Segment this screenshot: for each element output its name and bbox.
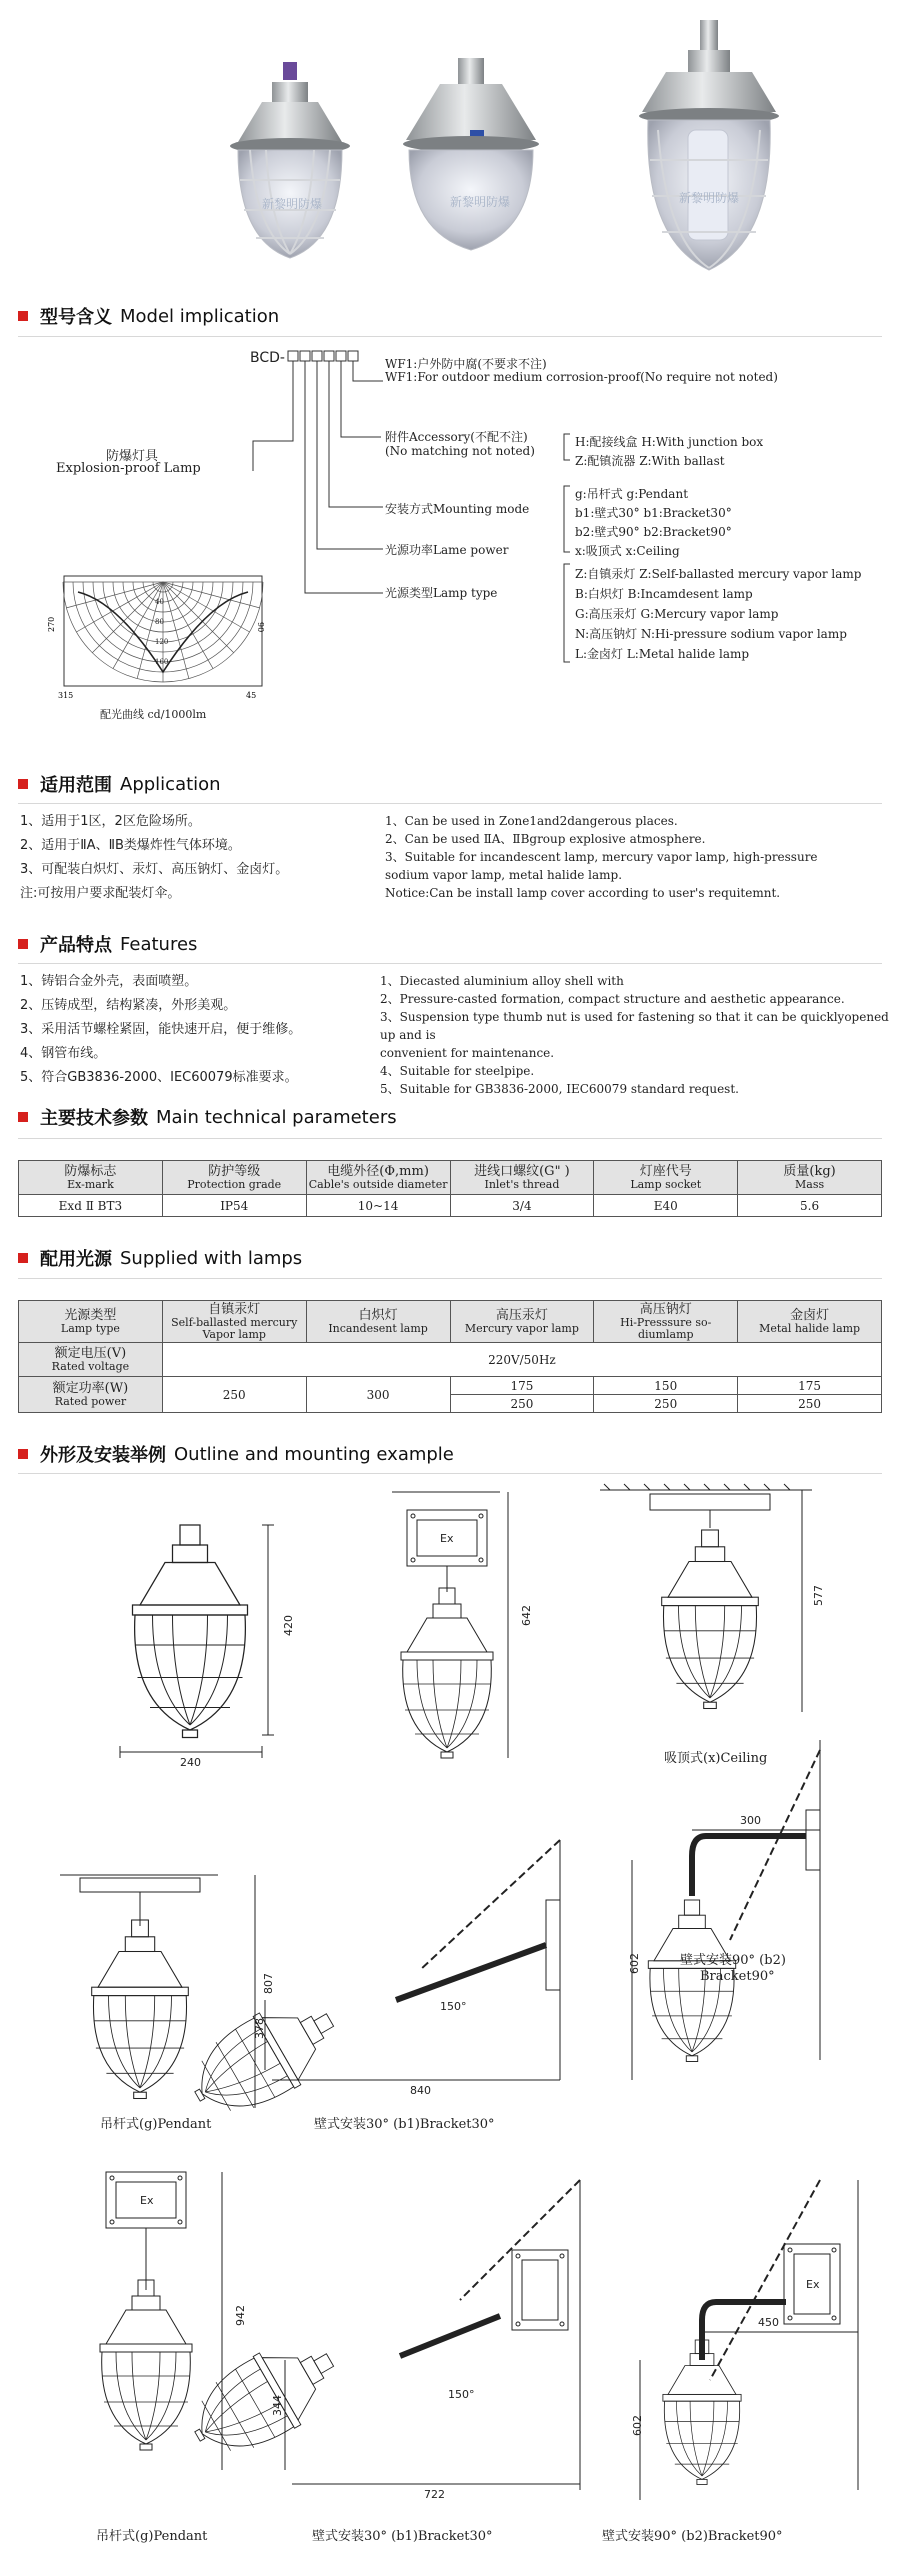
red-square-icon	[18, 311, 28, 321]
caption-bracket30-2: 壁式安装30° (b1)Bracket30°	[312, 2529, 493, 2544]
polar-ring-label: 80	[155, 618, 164, 626]
lamp-photo-3	[639, 20, 779, 270]
lamps-table	[18, 1300, 882, 1413]
drawing-bracket30	[177, 1840, 560, 2132]
svg-text:新黎明防爆: 新黎明防爆	[261, 197, 323, 211]
divider	[18, 963, 882, 964]
drawing-pendant	[60, 1875, 275, 2108]
svg-text:Ex: Ex	[140, 2194, 154, 2207]
section-application-header: 适用范围 Application	[18, 770, 221, 798]
red-square-icon	[18, 939, 28, 949]
caption-bracket30-1: 壁式安装30° (b1)Bracket30°	[314, 2117, 495, 2132]
light-distribution-curve	[48, 572, 268, 702]
drawing-bracket90-junction	[631, 2180, 858, 2500]
drawing-bracket90	[628, 1740, 820, 2080]
svg-text:378: 378	[253, 2018, 266, 2039]
drawing-bracket30-junction	[177, 2180, 580, 2501]
caption-pendant: 吊杆式(g)Pendant	[100, 2117, 212, 2132]
table-header-row: 防爆标志 Ex-mark 防护等级 Protection grade 电缆外径(Φ,mm) Cable's outside diameter 进线口螺纹(G" ) Inlet's thread 灯座代号 Lamp socket 质量(kg) Mass	[19, 1161, 882, 1195]
caption-bracket90-3: 壁式安装90° (b2)Bracket90°	[602, 2529, 783, 2544]
drawing-standard	[120, 1525, 295, 1769]
table-header-row: 光源类型 Lamp type 自镇汞灯 Self-ballasted mercury Vapor lamp 白炽灯 Incandesent lamp 高压汞灯 Mercury vapor lamp 高压钠灯 Hi-Presssure so-diumlamp 金卤灯 Metal halide lamp	[19, 1301, 882, 1343]
table-row: Exd Ⅱ BT3 IP54 10~14 3/4 E40 5.6	[19, 1195, 882, 1217]
caption-ceiling: 吸顶式(x)Ceiling	[664, 1751, 768, 1766]
divider	[18, 803, 882, 804]
svg-text:90: 90	[256, 622, 265, 633]
polar-spoke	[76, 582, 163, 632]
svg-text:602: 602	[631, 2415, 644, 2436]
caption-bracket90-2: Bracket90°	[700, 1969, 775, 1984]
lamp-photo-1	[230, 62, 350, 258]
red-square-icon	[18, 779, 28, 789]
red-square-icon	[18, 1449, 28, 1459]
svg-text:602: 602	[628, 1953, 641, 1974]
model-code: BCD-	[250, 350, 285, 366]
table-row: 额定电压(V) Rated voltage 220V/50Hz	[19, 1343, 882, 1377]
section-outline-header: 外形及安装举例 Outline and mounting example	[18, 1440, 454, 1468]
drawing-pendant-junction	[100, 2172, 247, 2470]
drawing-ceiling	[600, 1484, 825, 1712]
svg-text:807: 807	[262, 1973, 275, 1994]
table-row: 额定功率(W) Rated power 250 300 175 150 175	[19, 1377, 882, 1395]
features-en-list: 1、Diecasted aluminium alloy shell with 2、Pressure-casted formation, compact structure and aesthetic appearance. 3、Suspension type thumb nut is used for fastening so that it can be quicklyopened up and is convenient for maintenance. 4、Suitable for steelpipe. 5、Suitable for GB3836-2000, IEC60079 standard request.	[380, 974, 889, 1096]
svg-text:150°: 150°	[448, 2388, 475, 2401]
svg-text:Ex: Ex	[806, 2278, 820, 2291]
polar-ring-label: 120	[155, 638, 169, 646]
features-cn-list: 1、铸铝合金外壳，表面喷塑。 2、压铸成型，结构紧凑，外形美观。 3、采用活节螺栓紧固，能快速开启，便于维修。 4、钢管布线。 5、符合GB3836-2000、IEC60079标准要求。	[20, 974, 302, 1085]
polar-ring-label: 40	[155, 598, 164, 606]
red-square-icon	[18, 1112, 28, 1122]
svg-text:577: 577	[812, 1585, 825, 1606]
polar-spoke	[163, 582, 213, 669]
svg-text:新黎明防爆: 新黎明防爆	[449, 195, 511, 209]
svg-text:420: 420	[282, 1615, 295, 1636]
red-square-icon	[18, 1253, 28, 1263]
divider	[18, 1278, 882, 1279]
polar-ring-label: 160	[155, 658, 169, 666]
svg-text:315: 315	[58, 691, 74, 700]
application-cn-list: 1、适用于1区，2区危险场所。 2、适用于ⅡA、ⅡB类爆炸性气体环境。 3、可配装白炽灯、汞灯、高压钠灯、金卤灯。 注:可按用户要求配装灯伞。	[20, 814, 289, 901]
section-model-header: 型号含义 Model implication	[18, 302, 279, 330]
svg-text:150°: 150°	[440, 2000, 467, 2013]
divider	[18, 1473, 882, 1474]
svg-text:300: 300	[740, 1814, 761, 1827]
table-row: 250 250 250	[19, 1395, 882, 1413]
lamp-photo-2	[403, 58, 539, 250]
divider	[18, 336, 882, 337]
svg-text:45: 45	[246, 691, 257, 700]
drawing-junction-box	[392, 1492, 533, 1758]
product-photos	[0, 0, 900, 290]
section-params-header: 主要技术参数 Main technical parameters	[18, 1103, 397, 1131]
svg-text:270: 270	[47, 616, 56, 632]
svg-text:240: 240	[180, 1756, 201, 1769]
svg-text:Ex: Ex	[440, 1532, 454, 1545]
svg-text:840: 840	[410, 2084, 431, 2097]
section-features-header: 产品特点 Features	[18, 930, 197, 958]
svg-text:942: 942	[234, 2305, 247, 2326]
polar-spoke	[66, 582, 163, 608]
polar-spoke	[92, 582, 163, 653]
divider	[18, 1138, 882, 1139]
polar-spoke	[163, 582, 260, 608]
svg-text:450: 450	[758, 2316, 779, 2329]
svg-text:新黎明防爆: 新黎明防爆	[678, 191, 740, 205]
application-en-list: 1、Can be used in Zone1and2dangerous places. 2、Can be used ⅡA、ⅡBgroup explosive atmosphere. 3、Suitable for incandescent lamp, mercury vapor lamp, high-pressure sodium vapor lamp, metal halide lamp. Notice:Can be install lamp cover according to user's requitemnt.	[385, 814, 818, 900]
svg-text:722: 722	[424, 2488, 445, 2501]
polar-spoke	[163, 582, 234, 653]
caption-pendant-2: 吊杆式(g)Pendant	[96, 2529, 208, 2544]
outline-drawings	[0, 1480, 900, 2551]
svg-text:344: 344	[271, 2395, 284, 2416]
params-table	[18, 1160, 882, 1217]
polar-spoke	[163, 582, 250, 632]
section-lamps-header: 配用光源 Supplied with lamps	[18, 1244, 302, 1272]
svg-text:642: 642	[520, 1605, 533, 1626]
caption-bracket90-1: 壁式安装90° (b2)	[680, 1953, 786, 1968]
